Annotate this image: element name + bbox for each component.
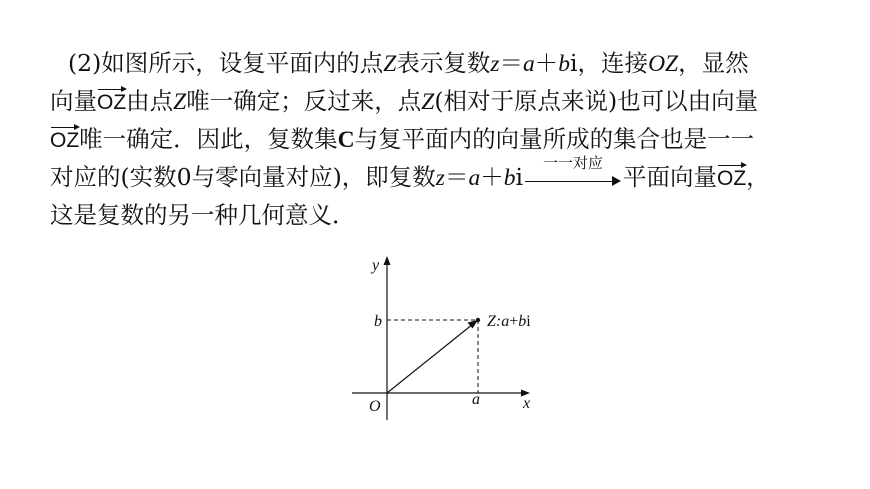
vector-OZ: OZ	[97, 91, 127, 114]
paragraph-line-3	[50, 120, 830, 158]
var-z: z	[490, 51, 500, 77]
paragraph	[50, 44, 830, 234]
point-label-b: b	[518, 313, 527, 330]
tick-label-b: b	[374, 313, 382, 330]
text-span: 由点	[126, 87, 174, 115]
point-label-plus: +	[509, 313, 519, 330]
plus-sign: ＋	[480, 163, 504, 191]
text-span: (2)如图所示，设复平面内的点	[68, 49, 384, 77]
var-Z: Z	[173, 89, 187, 115]
point-Z	[476, 318, 480, 322]
var-b: b	[558, 51, 571, 77]
text-span: ，显然	[678, 49, 749, 77]
var-a: a	[523, 51, 535, 77]
segment-OZ: OZ	[648, 51, 679, 77]
imag-unit: i	[515, 163, 523, 191]
vector-OZ: OZ	[716, 167, 747, 190]
arrow-shaft	[525, 181, 615, 182]
text-span: ，	[746, 163, 770, 191]
complex-plane-svg	[340, 248, 540, 428]
point-Z-label	[487, 313, 531, 330]
origin-label: O	[369, 398, 381, 415]
tick-label-a: a	[472, 391, 480, 408]
paragraph-line-5: 这是复数的另一种几何意义．	[50, 201, 356, 229]
point-label-a: a	[501, 313, 510, 330]
text-span: (相对于原点来说)也可以由向量	[434, 87, 759, 115]
var-Z: Z	[383, 51, 397, 77]
equals-sign: ＝	[499, 49, 524, 77]
vector-OZ-line	[387, 324, 473, 393]
text-span: 唯一确定．因此，复数集	[79, 125, 338, 153]
paragraph-line-1	[50, 44, 830, 82]
var-b: b	[503, 165, 516, 191]
text-span: 表示复数	[396, 49, 491, 77]
text-span: 对应的(实数0与零向量对应)，即复数	[50, 163, 436, 191]
text-span: 平面向量	[622, 163, 717, 191]
x-axis-label: x	[523, 395, 531, 412]
point-label-i: i	[526, 313, 531, 330]
one-to-one-arrow	[525, 153, 621, 193]
complex-plane-figure	[340, 248, 540, 432]
point-label-prefix: Z:	[487, 313, 502, 330]
arrow-head-icon	[612, 176, 621, 186]
var-Z: Z	[421, 89, 435, 115]
var-a: a	[468, 165, 481, 191]
equals-sign: ＝	[444, 163, 469, 191]
vector-OZ: OZ	[50, 129, 80, 152]
text-span: 向量	[50, 87, 97, 115]
text-span: 与复平面内的向量所成的集合也是一一	[354, 125, 755, 153]
arrow-label: 一一对应	[542, 153, 603, 172]
var-z: z	[435, 165, 445, 191]
y-axis-arrow-icon	[384, 256, 391, 265]
paragraph-line-2	[50, 82, 830, 120]
y-axis-label: y	[372, 257, 380, 274]
complex-set-C: C	[337, 127, 355, 153]
text-span: 唯一确定；反过来，点	[186, 87, 422, 115]
text-span: i，连接	[570, 49, 649, 77]
paragraph-line-4	[50, 153, 830, 196]
plus-sign: ＋	[534, 49, 559, 77]
